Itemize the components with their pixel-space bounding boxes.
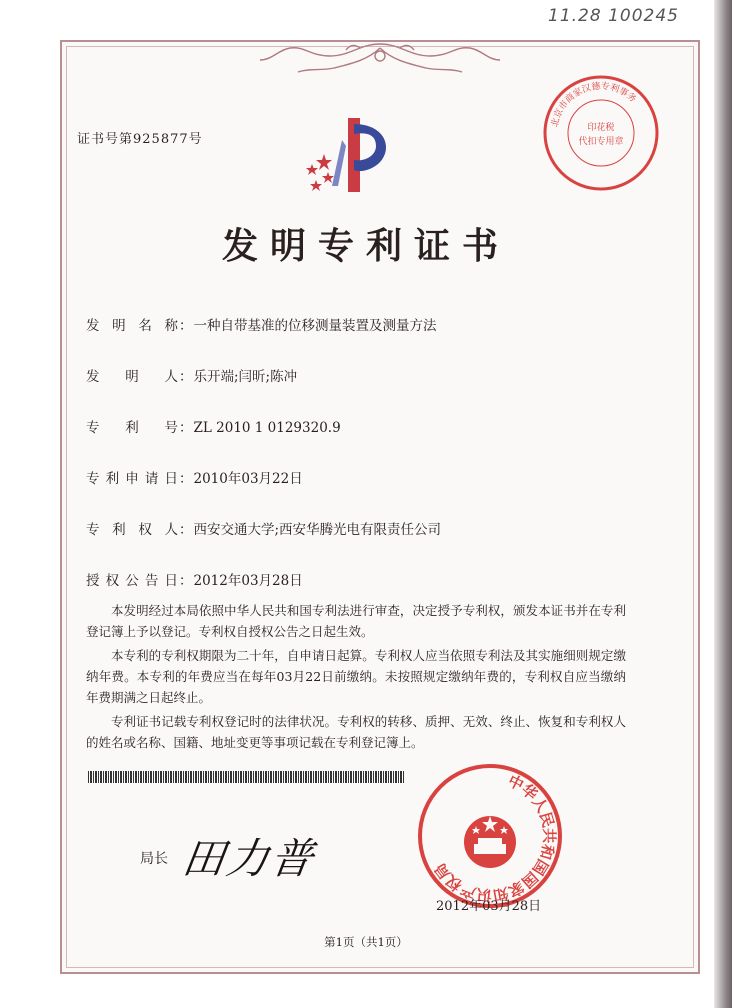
national-emblem-icon: [464, 816, 516, 868]
barcode: [88, 771, 404, 783]
tax-seal-line2: 代扣专用章: [578, 137, 624, 147]
field-label: 发明名称: [86, 318, 178, 334]
body-paragraph: 本发明经过本局依照中华人民共和国专利法进行审查，决定授予专利权，颁发本证书并在专利登记簿上予以登记。专利权自授权公告之日起生效。: [86, 603, 626, 639]
certificate-title: 发明专利证书: [221, 225, 510, 267]
page-number: 第1页（共1页）: [324, 935, 408, 949]
ornament-top-icon: [250, 38, 510, 82]
handwritten-note: 11.28 100245: [548, 6, 679, 26]
certificate-number: 证书号第925877号: [77, 132, 203, 147]
field-patent-number: 专利号：ZL 2010 1 0129320.9: [86, 416, 341, 436]
field-label: 发明人: [86, 369, 178, 385]
scan-edge-shadow: [714, 0, 732, 1008]
field-value: 西安交通大学;西安华腾光电有限责任公司: [193, 522, 442, 538]
field-label: 授权公告日: [86, 573, 178, 589]
field-patentee: 专利权人：西安交通大学;西安华腾光电有限责任公司: [86, 518, 441, 538]
field-label: 专利权人: [86, 522, 178, 538]
tax-seal-line1: 印花税: [587, 123, 615, 133]
field-value: 一种自带基准的位移测量装置及测量方法: [193, 318, 437, 334]
field-label: 专利申请日: [86, 471, 178, 487]
director-label: 局长: [140, 851, 168, 867]
field-application-date: 专利申请日：2010年03月22日: [86, 467, 303, 487]
body-paragraph: 专利证书记载专利权登记时的法律状况。专利权的转移、质押、无效、终止、恢复和专利权人的姓名或名称、国籍、地址变更等事项记载在专利登记簿上。: [86, 714, 626, 750]
patent-office-logo-icon: [298, 110, 398, 200]
field-value: ZL 2010 1 0129320.9: [193, 420, 341, 436]
field-value: 2010年03月22日: [193, 471, 303, 487]
certificate-body: [86, 600, 626, 756]
body-paragraph: 本专利的专利权期限为二十年，自申请日起算。专利权人应当依照专利法及其实施细则规定缴纳年费。本专利的年费应当在每年03月22日前缴纳。未按照规定缴纳年费的，专利权自应当缴纳年费期满之日起终止。: [86, 648, 626, 705]
field-label: 专利号: [86, 420, 178, 436]
national-ip-office-seal: [416, 762, 564, 910]
field-inventor: 发明人：乐开端;闫昕;陈冲: [86, 365, 297, 385]
big-seal-text: 中华人民共和国国家知识产权局: [430, 771, 559, 905]
svg-text:北京市商家汉德专利事务: [548, 80, 639, 128]
field-grant-date: 授权公告日：2012年03月28日: [86, 569, 303, 589]
director-signature: 田力普: [179, 834, 319, 883]
issue-date: 2012年03月28日: [436, 899, 542, 914]
field-invention-name: 发明名称：一种自带基准的位移测量装置及测量方法: [86, 314, 437, 334]
field-value: 2012年03月28日: [193, 573, 303, 589]
tax-seal-stamp: [540, 72, 662, 194]
field-value: 乐开端;闫昕;陈冲: [193, 369, 298, 385]
tax-seal-ring-text: 北京市商家汉德专利事务: [550, 81, 638, 129]
